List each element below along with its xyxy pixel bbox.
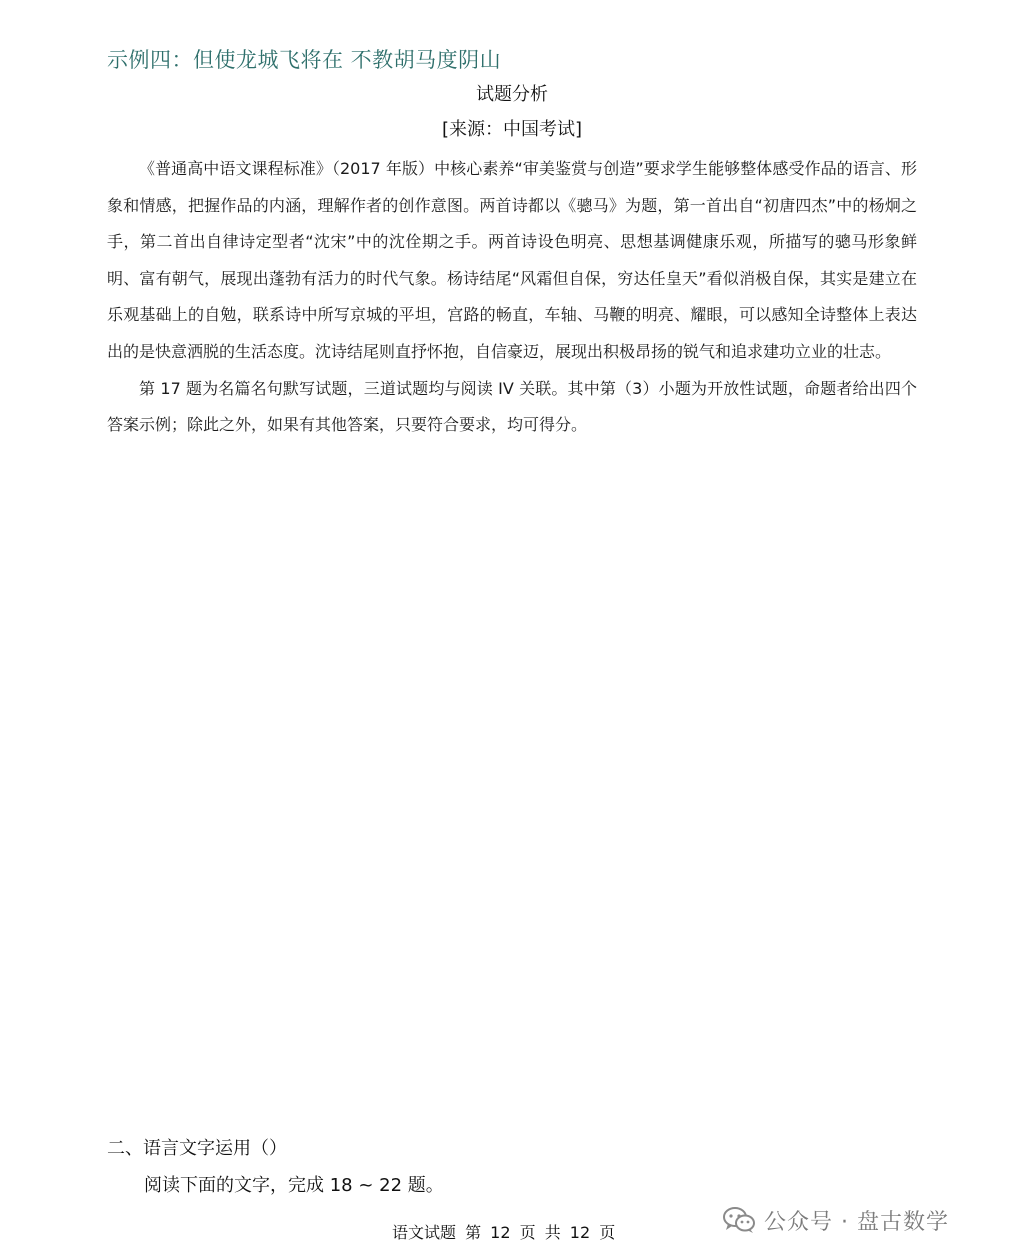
watermark-text: 公众号 · 盘古数学 xyxy=(764,1209,949,1235)
part-two-heading: 二、语言文字运用（） xyxy=(107,1138,287,1159)
watermark xyxy=(722,1202,949,1238)
analysis-paragraph: 《普通高中语文课程标准》（2017 年版）中核心素养“审美鉴赏与创造”要求学生能够整体感受作品的语言、形象和情感，把握作品的内涵，理解作者的创作意图。两首诗都以《骢马》为题，第一首出自“初唐四杰”中的杨炯之手，第二首出自律诗定型者“沈宋”中的沈佺期之手。两首诗设色明亮、思想基调健康乐观，所描写的骢马形象鲜明、富有朝气，展现出蓬勃有活力的时代气象。杨诗结尾“风霜但自保，穷达任皇天”看似消极自保，其实是建立在乐观基础上的自勉，联系诗中所写京城的平坦，宫路的畅直，车轴、马鞭的明亮、耀眼，可以感知全诗整体上表达出的是快意洒脱的生活态度。沈诗结尾则直抒怀抱，自信豪迈，展现出积极昂扬的锐气和追求建功立业的壮志。 xyxy=(107,159,917,361)
analysis-body xyxy=(107,151,917,444)
part-two-instruction: 阅读下面的文字，完成 18 ~ 22 题。 xyxy=(144,1175,444,1196)
analysis-title: 试题分析 xyxy=(476,84,548,105)
example-answer-line: 示例四：但使龙城飞将在 不教胡马度阴山 xyxy=(107,48,502,72)
wechat-icon xyxy=(722,1205,756,1235)
page-footer: 语文试题 第 12 页 共 12 页 xyxy=(392,1223,616,1242)
analysis-source: [来源：中国考试] xyxy=(441,119,583,140)
analysis-paragraph: 第 17 题为名篇名句默写试题，三道试题均与阅读 IV 关联。其中第（3）小题为开放性试题，命题者给出四个答案示例；除此之外，如果有其他答案，只要符合要求，均可得分。 xyxy=(107,378,917,435)
